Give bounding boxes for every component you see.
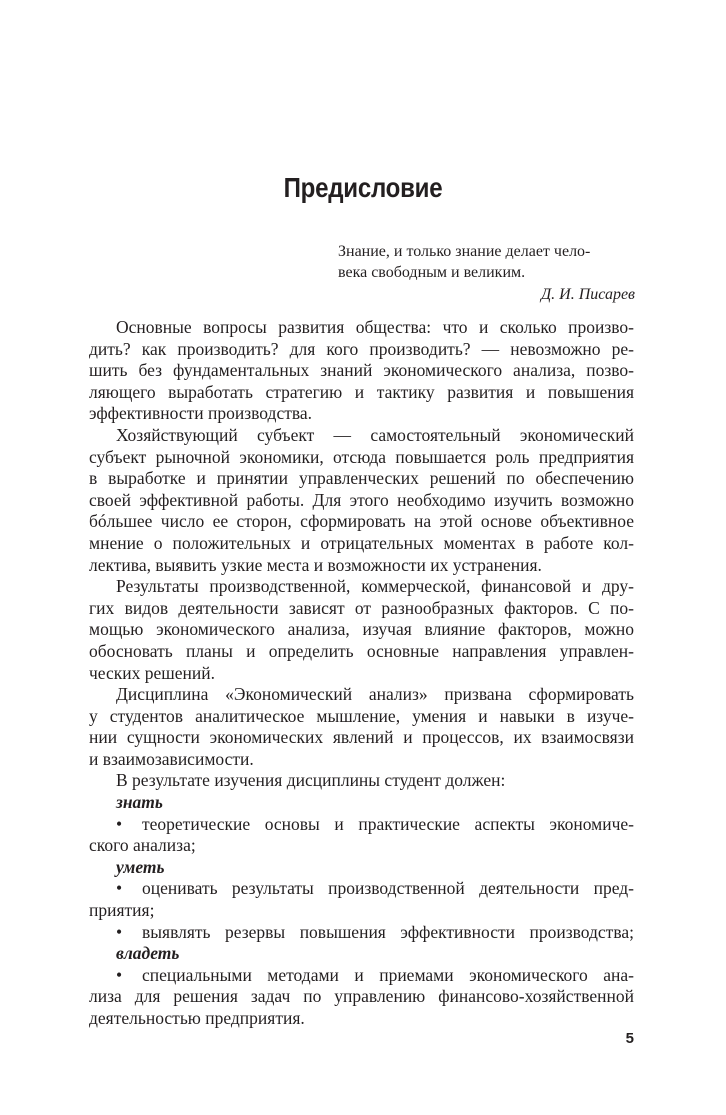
text-line: мнение о положительных и отрицательных моментах в работе кол- — [89, 532, 634, 553]
paragraph-last-line: ского анализа; — [89, 835, 196, 856]
epigraph-line: Знание, и только знание делает чело- — [338, 243, 591, 260]
paragraph-first-line: Хозяйствующий субъект — самостоятельный экономический — [116, 424, 634, 445]
bullet-icon: • — [116, 878, 123, 899]
text-line: шить без фундаментальных знаний экономического анализа, позво- — [89, 360, 634, 381]
paragraph-last-line: деятельностью предприятия. — [89, 1008, 305, 1028]
epigraph-line: века свободным и великим. — [338, 264, 526, 281]
bullet-text: теоретические основы и практические аспекты экономиче- — [142, 813, 634, 834]
bullet-text: выявлять резервы повышения эффективности производства; — [142, 921, 634, 942]
bullet-item-line — [89, 814, 634, 836]
text-line: гих видов деятельности зависят от разнообразных факторов. С по- — [89, 597, 634, 618]
paragraph-first-line: Основные вопросы развития общества: что и сколько произво- — [116, 317, 634, 337]
paragraph-last-line: эффективности производства. — [89, 403, 313, 424]
epigraph-author: Д. И. Писарев — [540, 286, 635, 303]
bullet-text: оценивать результаты производственной деятельности пред- — [142, 878, 634, 899]
epigraph — [338, 241, 635, 305]
text-line: своей эффективной работы. Для этого необходимо изучить возможно — [89, 489, 634, 510]
text-line: мощью экономического анализа, изучая влияние факторов, можно — [89, 619, 634, 640]
competency-label: владеть — [116, 943, 180, 964]
bullet-text: специальными методами и приемами экономического ана- — [142, 964, 634, 985]
text-line: бóльшее число ее сторон, сформировать на этой основе объективное — [89, 511, 634, 532]
bullet-item-line — [89, 922, 634, 944]
paragraph-last-line: ческих решений. — [89, 662, 215, 683]
bullet-icon: • — [116, 921, 123, 942]
bullet-icon: • — [116, 813, 123, 834]
text-line: ляющего выработать стратегию и тактику развития и повышения — [89, 381, 634, 402]
paragraph-first-line: Дисциплина «Экономический анализ» призвана сформировать — [116, 684, 634, 705]
paragraph-last-line: лектива, выявить узкие места и возможности их устранения. — [89, 554, 542, 575]
paragraph-first-line: В результате изучения дисциплины студент должен: — [116, 770, 506, 791]
text-line: у студентов аналитическое мышление, умения и навыки в изуче- — [89, 705, 634, 726]
bullet-item-line — [89, 878, 634, 900]
text-line: обосновать планы и определить основные направления управлен- — [89, 640, 634, 661]
paragraph-first-line: Результаты производственной, коммерческой, финансовой и дру- — [116, 576, 634, 597]
competency-label: уметь — [116, 856, 165, 877]
bullet-icon: • — [116, 964, 123, 985]
bullet-item-line — [89, 965, 634, 987]
text-line: лиза для решения задач по управлению финансово-хозяйственной — [89, 986, 634, 1007]
text-line: нии сущности экономических явлений и процессов, их взаимосвязи — [89, 727, 634, 748]
text-line: в выработке и принятии управленческих решений по обеспечению — [89, 468, 634, 489]
body-text — [89, 317, 634, 1030]
paragraph-last-line: приятия; — [89, 900, 155, 921]
text-line: субъект рыночной экономики, отсюда повышается роль предприятия — [89, 446, 634, 467]
text-line: дить? как производить? для кого производить? — невозможно ре- — [89, 338, 634, 359]
page-title: Предисловие — [283, 172, 443, 203]
page-number: 5 — [625, 1030, 634, 1047]
competency-label: знать — [116, 792, 163, 813]
paragraph-last-line: и взаимозависимости. — [89, 748, 254, 769]
